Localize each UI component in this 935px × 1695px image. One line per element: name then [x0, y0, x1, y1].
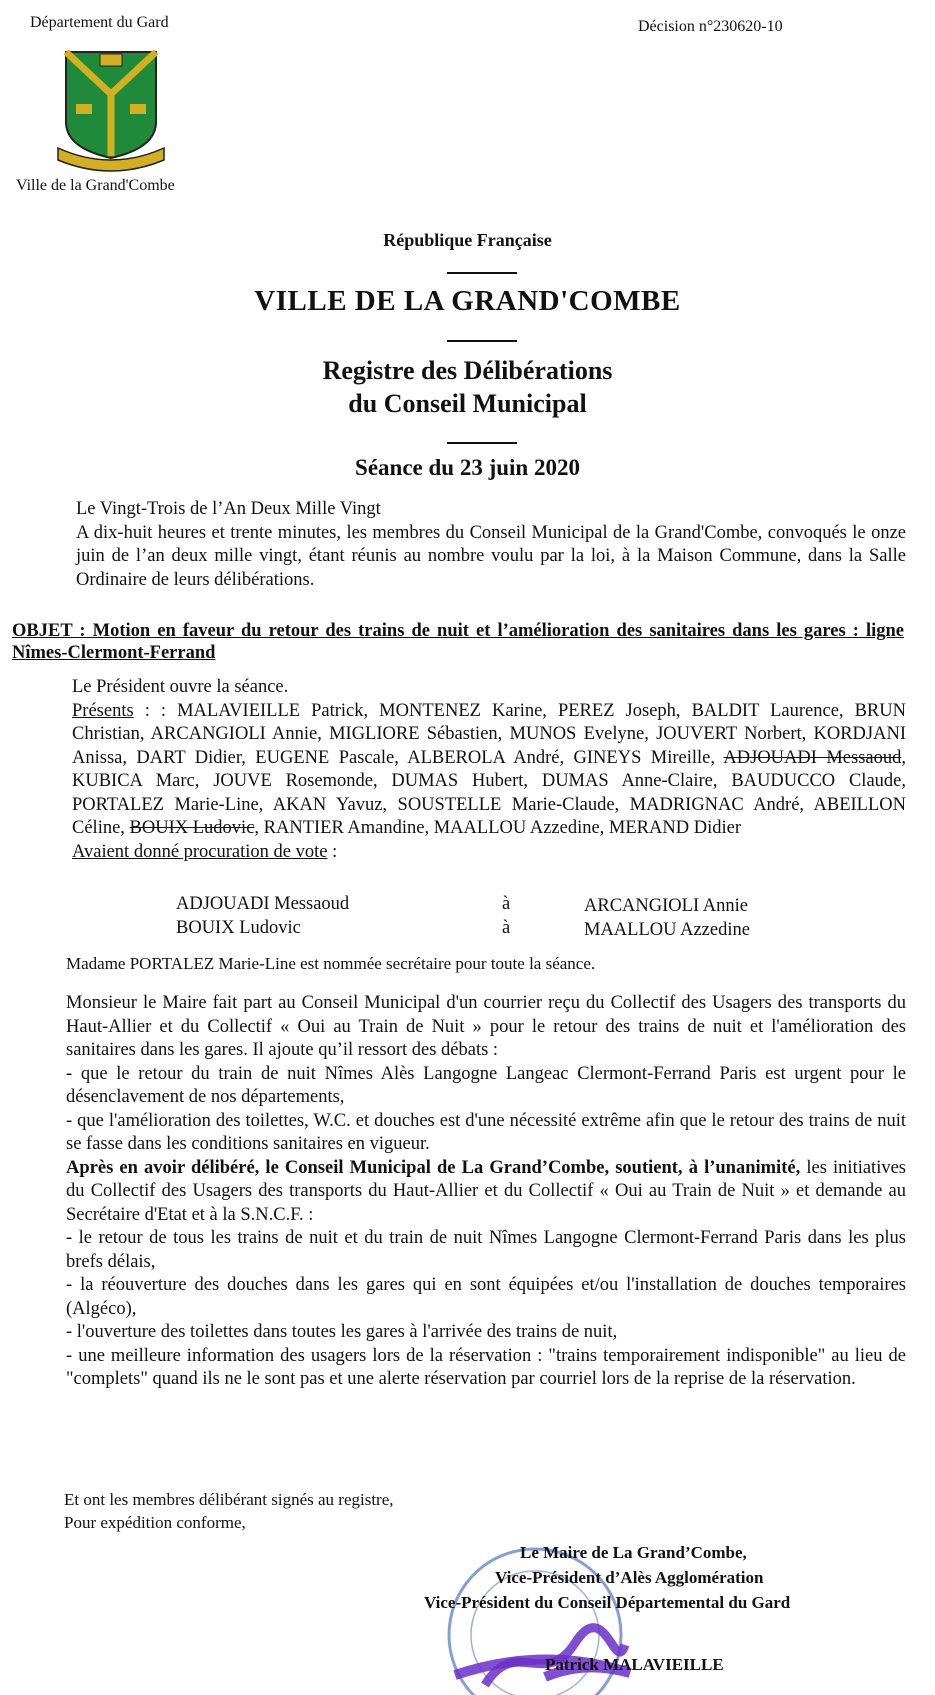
decision-paragraph: Après en avoir délibéré, le Conseil Municipal de La Grand’Combe, soutient, à l’unanimité, les initiatives du Collectif des Usagers des transports du Haut-Allier et du Collectif « Oui au Train de Nuit » et demande au Secrétaire d'Etat et à la S.N.C.F. : [66, 1157, 906, 1225]
proxy-to-word: à [502, 894, 511, 914]
register-title [0, 354, 935, 420]
body-paragraph: - une meilleure information des usagers lors de la réservation : "trains temporairement indisponible" au lieu de "complets" quand ils ne le sont pas et une alerte réservation par courriel lors de la reprise de la réservation. [66, 1345, 906, 1389]
secretary-line: Madame PORTALEZ Marie-Line est nommée secrétaire pour toute la séance. [66, 954, 596, 973]
object-heading: OBJET : Motion en faveur du retour des trains de nuit et l’amélioration des sanitaires dans les gares : ligne Nîmes-Clermont-Ferrand [12, 621, 904, 663]
body-paragraph: - que l'amélioration des toilettes, W.C. et douches est d'une nécessité extrême afin que le retour des trains de nuit se fasse dans les conditions sanitaires en vigueur. [66, 1110, 906, 1154]
proxy-label-line: Avaient donné procuration de vote : [72, 841, 338, 862]
proxy-label: Avaient donné procuration de vote [72, 841, 328, 862]
decision-number: Décision n°230620-10 [638, 18, 783, 35]
motion-body [66, 992, 906, 1392]
proxy-to-word: à [502, 918, 511, 938]
intro-line-date: Le Vingt-Trois de l’An Deux Mille Vingt [76, 499, 381, 519]
signature-title-line: Vice-Président d’Alès Agglomération [495, 1568, 764, 1587]
opening-line: Le Président ouvre la séance. [72, 677, 289, 697]
proxy-from: BOUIX Ludovic [176, 918, 301, 938]
republic-heading: République Française [383, 230, 552, 250]
body-paragraph: - l'ouverture des toilettes dans toutes les gares à l'arrivée des trains de nuit, [66, 1322, 618, 1342]
session-date: Séance du 23 juin 2020 [355, 455, 580, 480]
present-label: Présents [72, 700, 134, 721]
proxy-to: ARCANGIOLI Annie [584, 896, 748, 916]
title-rule [447, 272, 517, 274]
city-caption: Ville de la Grand'Combe [16, 177, 175, 194]
struck-name: BOUIX Ludovic [129, 818, 255, 838]
decision-bold: Après en avoir délibéré, le Conseil Municipal de La Grand’Combe, soutient, à l’unanimité, [66, 1157, 801, 1178]
intro-line-meeting: A dix-huit heures et trente minutes, les membres du Conseil Municipal de la Grand'Combe, convoqués le onze juin de l’an deux mille vingt, étant réunis au nombre voulu par la loi, à la Maison Commune, dans la Salle Ordinaire de leurs délibérations. [76, 522, 906, 590]
body-paragraph: - que le retour du train de nuit Nîmes Alès Langogne Langeac Clermont-Ferrand Paris est urgent pour le désenclavement de nos départements, [66, 1063, 906, 1107]
present-members: Présents : : MALAVIEILLE Patrick, MONTENEZ Karine, PEREZ Joseph, BALDIT Laurence, BRUN Christian, ARCANGIOLI Annie, MIGLIORE Sébastien, MUNOS Evelyne, JOUVERT Norbert, KORDJANI Anissa, DART Didier, EUGENE Pascale, ALBEROLA André, GINEYS Mireille, ADJOUADI Messaoud, KUBICA Marc, JOUVE Rosemonde, DUMAS Hubert, DUMAS Anne-Claire, BAUDUCCO Claude, PORTALEZ Marie-Line, AKAN Yavuz, SOUSTELLE Marie-Claude, MADRIGNAC André, ABEILLON Céline, BOUIX Ludovic, RANTIER Amandine, MAALLOU Azzedine, MERAND Didier [72, 700, 906, 838]
intro-paragraph [76, 498, 906, 592]
title-rule [447, 442, 517, 444]
signature-title-line: Vice-Président du Conseil Départemental du Gard [424, 1593, 791, 1612]
city-title: VILLE DE LA GRAND'COMBE [254, 285, 681, 317]
department-name: Département du Gard [30, 14, 169, 31]
body-paragraph: - la réouverture des douches dans les gares qui en sont équipées et/ou l'installation de douches temporaires (Algéco), [66, 1275, 906, 1319]
body-paragraph: - le retour de tous les trains de nuit et du train de nuit Nîmes Langogne Clermont-Ferrand Paris dans les plus brefs délais, [66, 1228, 906, 1272]
signature-title-line: Le Maire de La Grand’Combe, [520, 1543, 747, 1562]
closing-line: Et ont les membres délibérant signés au registre, [64, 1490, 394, 1509]
register-title-line2: du Conseil Municipal [348, 389, 587, 418]
proxy-to: MAALLOU Azzedine [584, 920, 750, 940]
attendance-block [72, 676, 906, 864]
signatory-name: Patrick MALAVIEILLE [545, 1655, 724, 1674]
proxy-from: ADJOUADI Messaoud [176, 894, 350, 914]
register-title-line1: Registre des Délibérations [322, 356, 613, 385]
body-paragraph: Monsieur le Maire fait part au Conseil Municipal d'un courrier reçu du Collectif des Usagers des transports du Haut-Allier et du Collectif « Oui au Train de Nuit » pour le retour des trains de nuit et l'amélioration des sanitaires dans les gares. Il ajoute qu’il ressort des débats : [66, 993, 906, 1060]
city-crest-icon [56, 44, 166, 174]
title-rule [447, 340, 517, 342]
struck-name: ADJOUADI Messaoud [723, 747, 902, 768]
closing-line: Pour expédition conforme, [64, 1513, 246, 1532]
